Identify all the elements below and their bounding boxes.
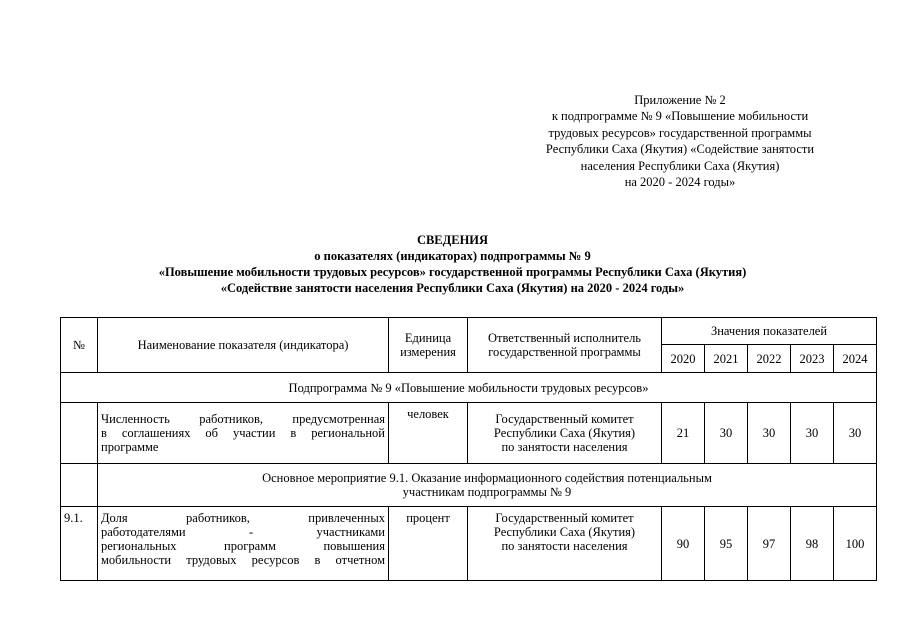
header-responsible-line: Ответственный исполнитель <box>487 331 642 345</box>
row-value: 30 <box>791 403 834 464</box>
row-responsible-line: по занятости населения <box>501 440 628 454</box>
header-year: 2021 <box>705 345 748 373</box>
row-value: 98 <box>791 507 834 581</box>
section-row <box>61 373 877 403</box>
appendix-line: к подпрограмме № 9 «Повышение мобильности <box>551 109 809 124</box>
row-unit: процент <box>389 507 468 581</box>
row-responsible-line: Государственный комитет <box>495 511 634 525</box>
row-num <box>61 403 98 464</box>
table-row <box>61 403 877 464</box>
heading-line: «Повышение мобильности трудовых ресурсов» государственной программы Республики Саха (Якутия) <box>158 265 747 279</box>
row-responsible-line: по занятости населения <box>501 539 628 553</box>
row-responsible-line: Республики Саха (Якутия) <box>493 426 636 440</box>
row-value: 100 <box>834 507 877 581</box>
row-unit: человек <box>389 403 468 464</box>
row-name-line: работодателями - участниками <box>101 525 385 539</box>
appendix-note <box>500 92 860 190</box>
row-value: 30 <box>748 403 791 464</box>
document-heading <box>40 232 865 296</box>
row-responsible-line: Государственный комитет <box>495 412 634 426</box>
row-name-line: Численность работников, предусмотренная <box>101 412 385 426</box>
appendix-line: Республики Саха (Якутия) «Содействие занятости <box>545 142 815 157</box>
header-year: 2023 <box>791 345 834 373</box>
section-main-activity <box>98 464 877 507</box>
table-row <box>61 507 877 581</box>
row-name-line: программе <box>101 440 159 454</box>
appendix-line: населения Республики Саха (Якутия) <box>580 158 780 173</box>
header-year: 2024 <box>834 345 877 373</box>
row-name-line: в соглашениях об участии в региональной <box>101 426 385 440</box>
indicators-table <box>60 317 877 581</box>
row-value: 90 <box>662 507 705 581</box>
header-num: № <box>61 318 98 373</box>
header-values-group: Значения показателей <box>662 318 877 345</box>
appendix-line: трудовых ресурсов» государственной программы <box>548 125 812 140</box>
row-value: 30 <box>705 403 748 464</box>
header-year: 2020 <box>662 345 705 373</box>
header-row <box>61 318 877 345</box>
row-name <box>98 507 389 581</box>
row-responsible <box>468 507 662 581</box>
row-value: 95 <box>705 507 748 581</box>
section-line: участникам подпрограммы № 9 <box>402 485 572 499</box>
row-value: 30 <box>834 403 877 464</box>
section-row <box>61 464 877 507</box>
section-num-cell <box>61 464 98 507</box>
row-name-line: региональных программ повышения <box>101 539 385 553</box>
header-responsible-line: государственной программы <box>488 345 641 359</box>
heading-line: «Содействие занятости населения Республики Саха (Якутия) на 2020 - 2024 годы» <box>220 281 685 295</box>
header-unit-line: измерения <box>400 345 456 359</box>
row-num: 9.1. <box>61 507 98 581</box>
header-responsible <box>468 318 662 373</box>
section-line: Основное мероприятие 9.1. Оказание информационного содействия потенциальным <box>262 471 712 485</box>
row-name-line: мобильности трудовых ресурсов в отчетном <box>101 553 385 567</box>
header-name: Наименование показателя (индикатора) <box>98 318 389 373</box>
appendix-line: Приложение № 2 <box>634 93 726 107</box>
header-unit-line: Единица <box>404 331 452 345</box>
row-name <box>98 403 389 464</box>
section-subprogram: Подпрограмма № 9 «Повышение мобильности трудовых ресурсов» <box>61 373 877 403</box>
row-responsible <box>468 403 662 464</box>
row-name-line: Доля работников, привлеченных <box>101 511 385 525</box>
header-year: 2022 <box>748 345 791 373</box>
header-unit <box>389 318 468 373</box>
heading-line: о показателях (индикаторах) подпрограммы № 9 <box>314 249 591 263</box>
row-responsible-line: Республики Саха (Якутия) <box>493 525 636 539</box>
row-value: 21 <box>662 403 705 464</box>
appendix-line: на 2020 - 2024 годы» <box>624 175 736 190</box>
row-value: 97 <box>748 507 791 581</box>
heading-title: СВЕДЕНИЯ <box>416 233 489 247</box>
